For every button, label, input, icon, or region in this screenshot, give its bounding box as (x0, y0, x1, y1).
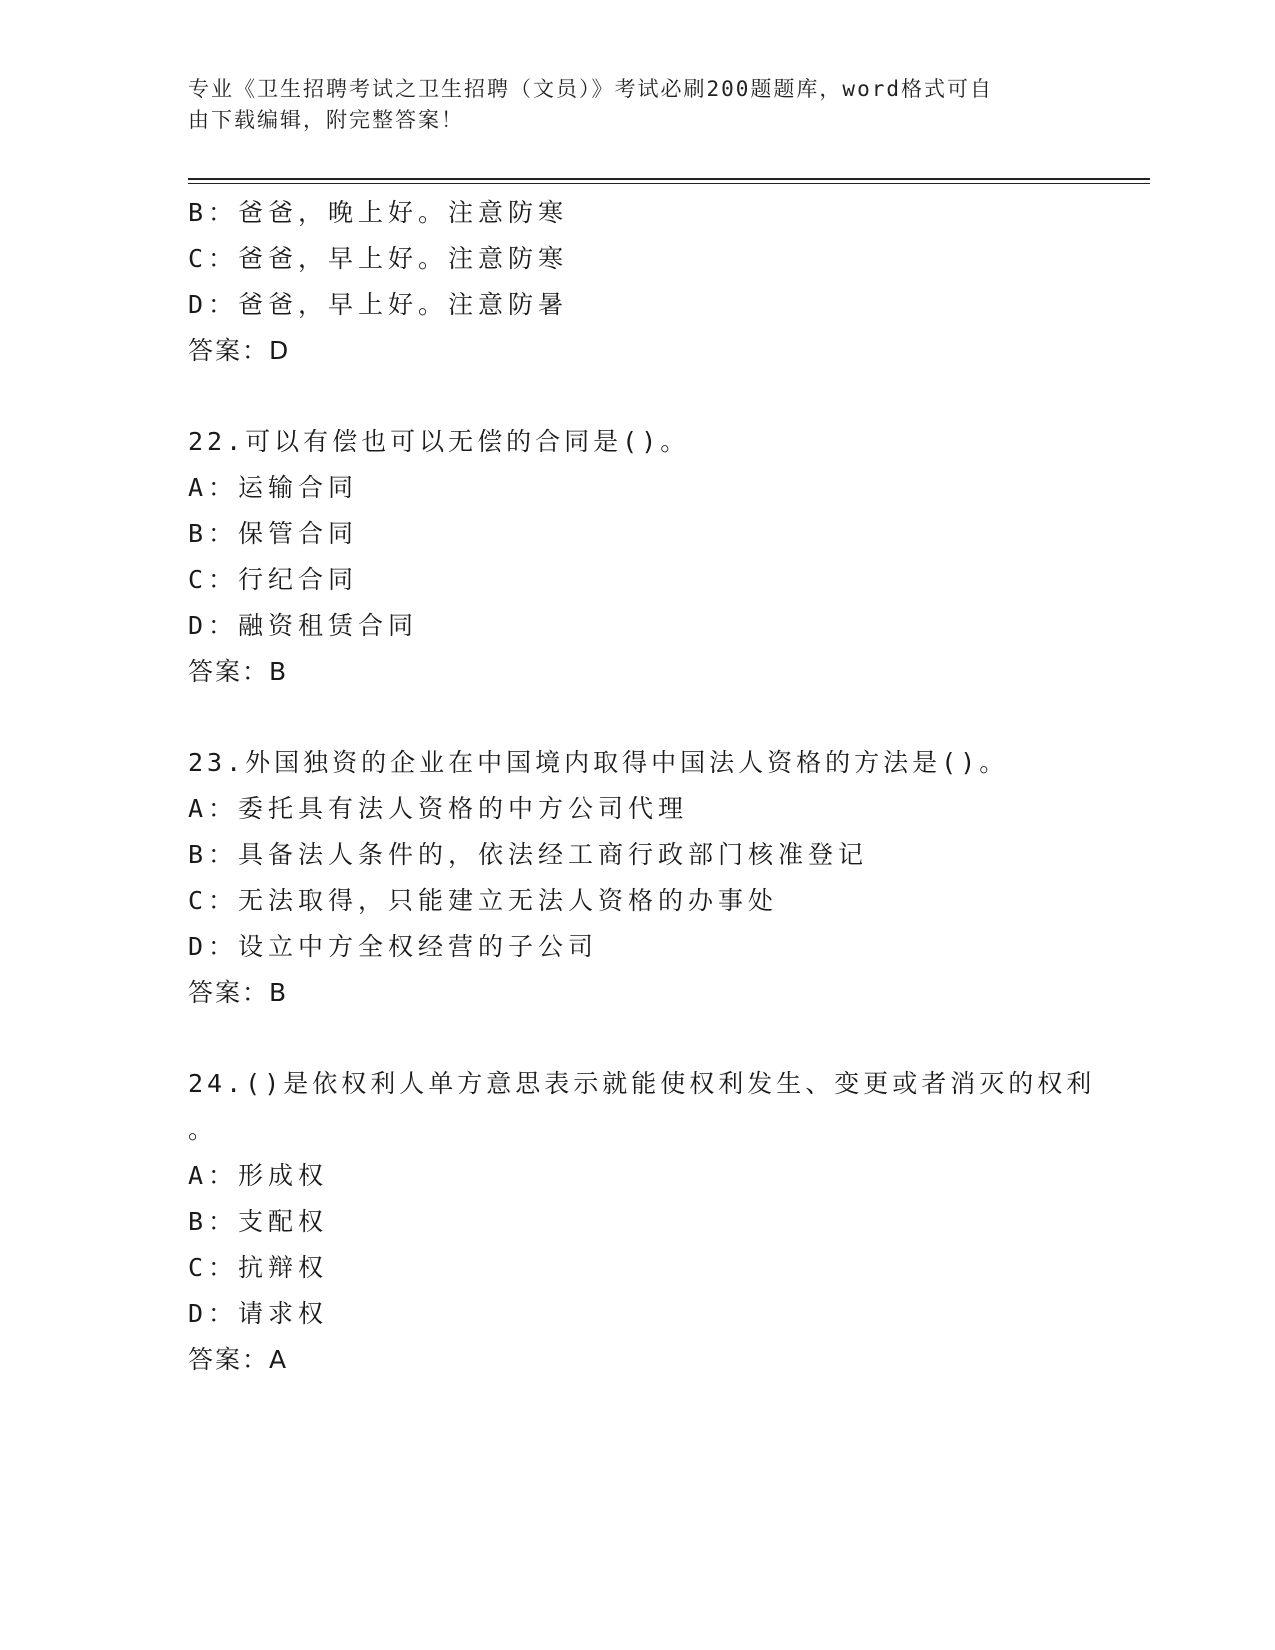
question-list (188, 190, 1096, 1383)
option-a: A：委托具有法人资格的中方公司代理 (188, 794, 689, 823)
option-b: B：支配权 (188, 1207, 329, 1236)
option-a: A：运输合同 (188, 473, 359, 502)
question-title: 23.外国独资的企业在中国境内取得中国法人资格的方法是()。 (188, 748, 1009, 777)
option-d: D：融资租赁合同 (188, 611, 419, 640)
header-line-2: 由下载编辑，附完整答案！ (188, 108, 464, 132)
question-title-line-2: 。 (188, 1115, 218, 1144)
option-d: D：设立中方全权经营的子公司 (188, 932, 599, 961)
spacer (188, 374, 1088, 419)
spacer (188, 1016, 1088, 1061)
header-divider-thick (188, 178, 1150, 180)
answer-line: 答案：B (188, 978, 289, 1007)
option-c: C：行纪合同 (188, 565, 359, 594)
header-line-1: 专业《卫生招聘考试之卫生招聘（文员）》考试必刷200题题库，word格式可自 (188, 77, 993, 101)
question-block-22 (188, 419, 1088, 695)
header-divider-thin (188, 183, 1150, 184)
option-b: B：爸爸，晚上好。注意防寒 (188, 198, 569, 227)
question-title: 22.可以有偿也可以无偿的合同是()。 (188, 427, 690, 456)
option-b: B：保管合同 (188, 519, 359, 548)
question-block-23 (188, 740, 1088, 1016)
option-d: D：请求权 (188, 1299, 329, 1328)
document-header (188, 74, 1068, 136)
spacer (188, 695, 1088, 740)
option-c: C：无法取得，只能建立无法人资格的办事处 (188, 886, 779, 915)
question-block-21 (188, 190, 1088, 374)
option-c: C：爸爸，早上好。注意防寒 (188, 244, 569, 273)
answer-line: 答案：B (188, 657, 289, 686)
answer-line: 答案：A (188, 1345, 289, 1374)
option-d: D：爸爸，早上好。注意防暑 (188, 290, 569, 319)
question-block-24 (188, 1061, 1096, 1383)
option-b: B：具备法人条件的，依法经工商行政部门核准登记 (188, 840, 869, 869)
option-c: C：抗辩权 (188, 1253, 329, 1282)
answer-line: 答案：D (188, 336, 291, 365)
question-title-line-1: 24.()是依权利人单方意思表示就能使权利发生、变更或者消灭的权利 (188, 1069, 1096, 1098)
option-a: A：形成权 (188, 1161, 329, 1190)
